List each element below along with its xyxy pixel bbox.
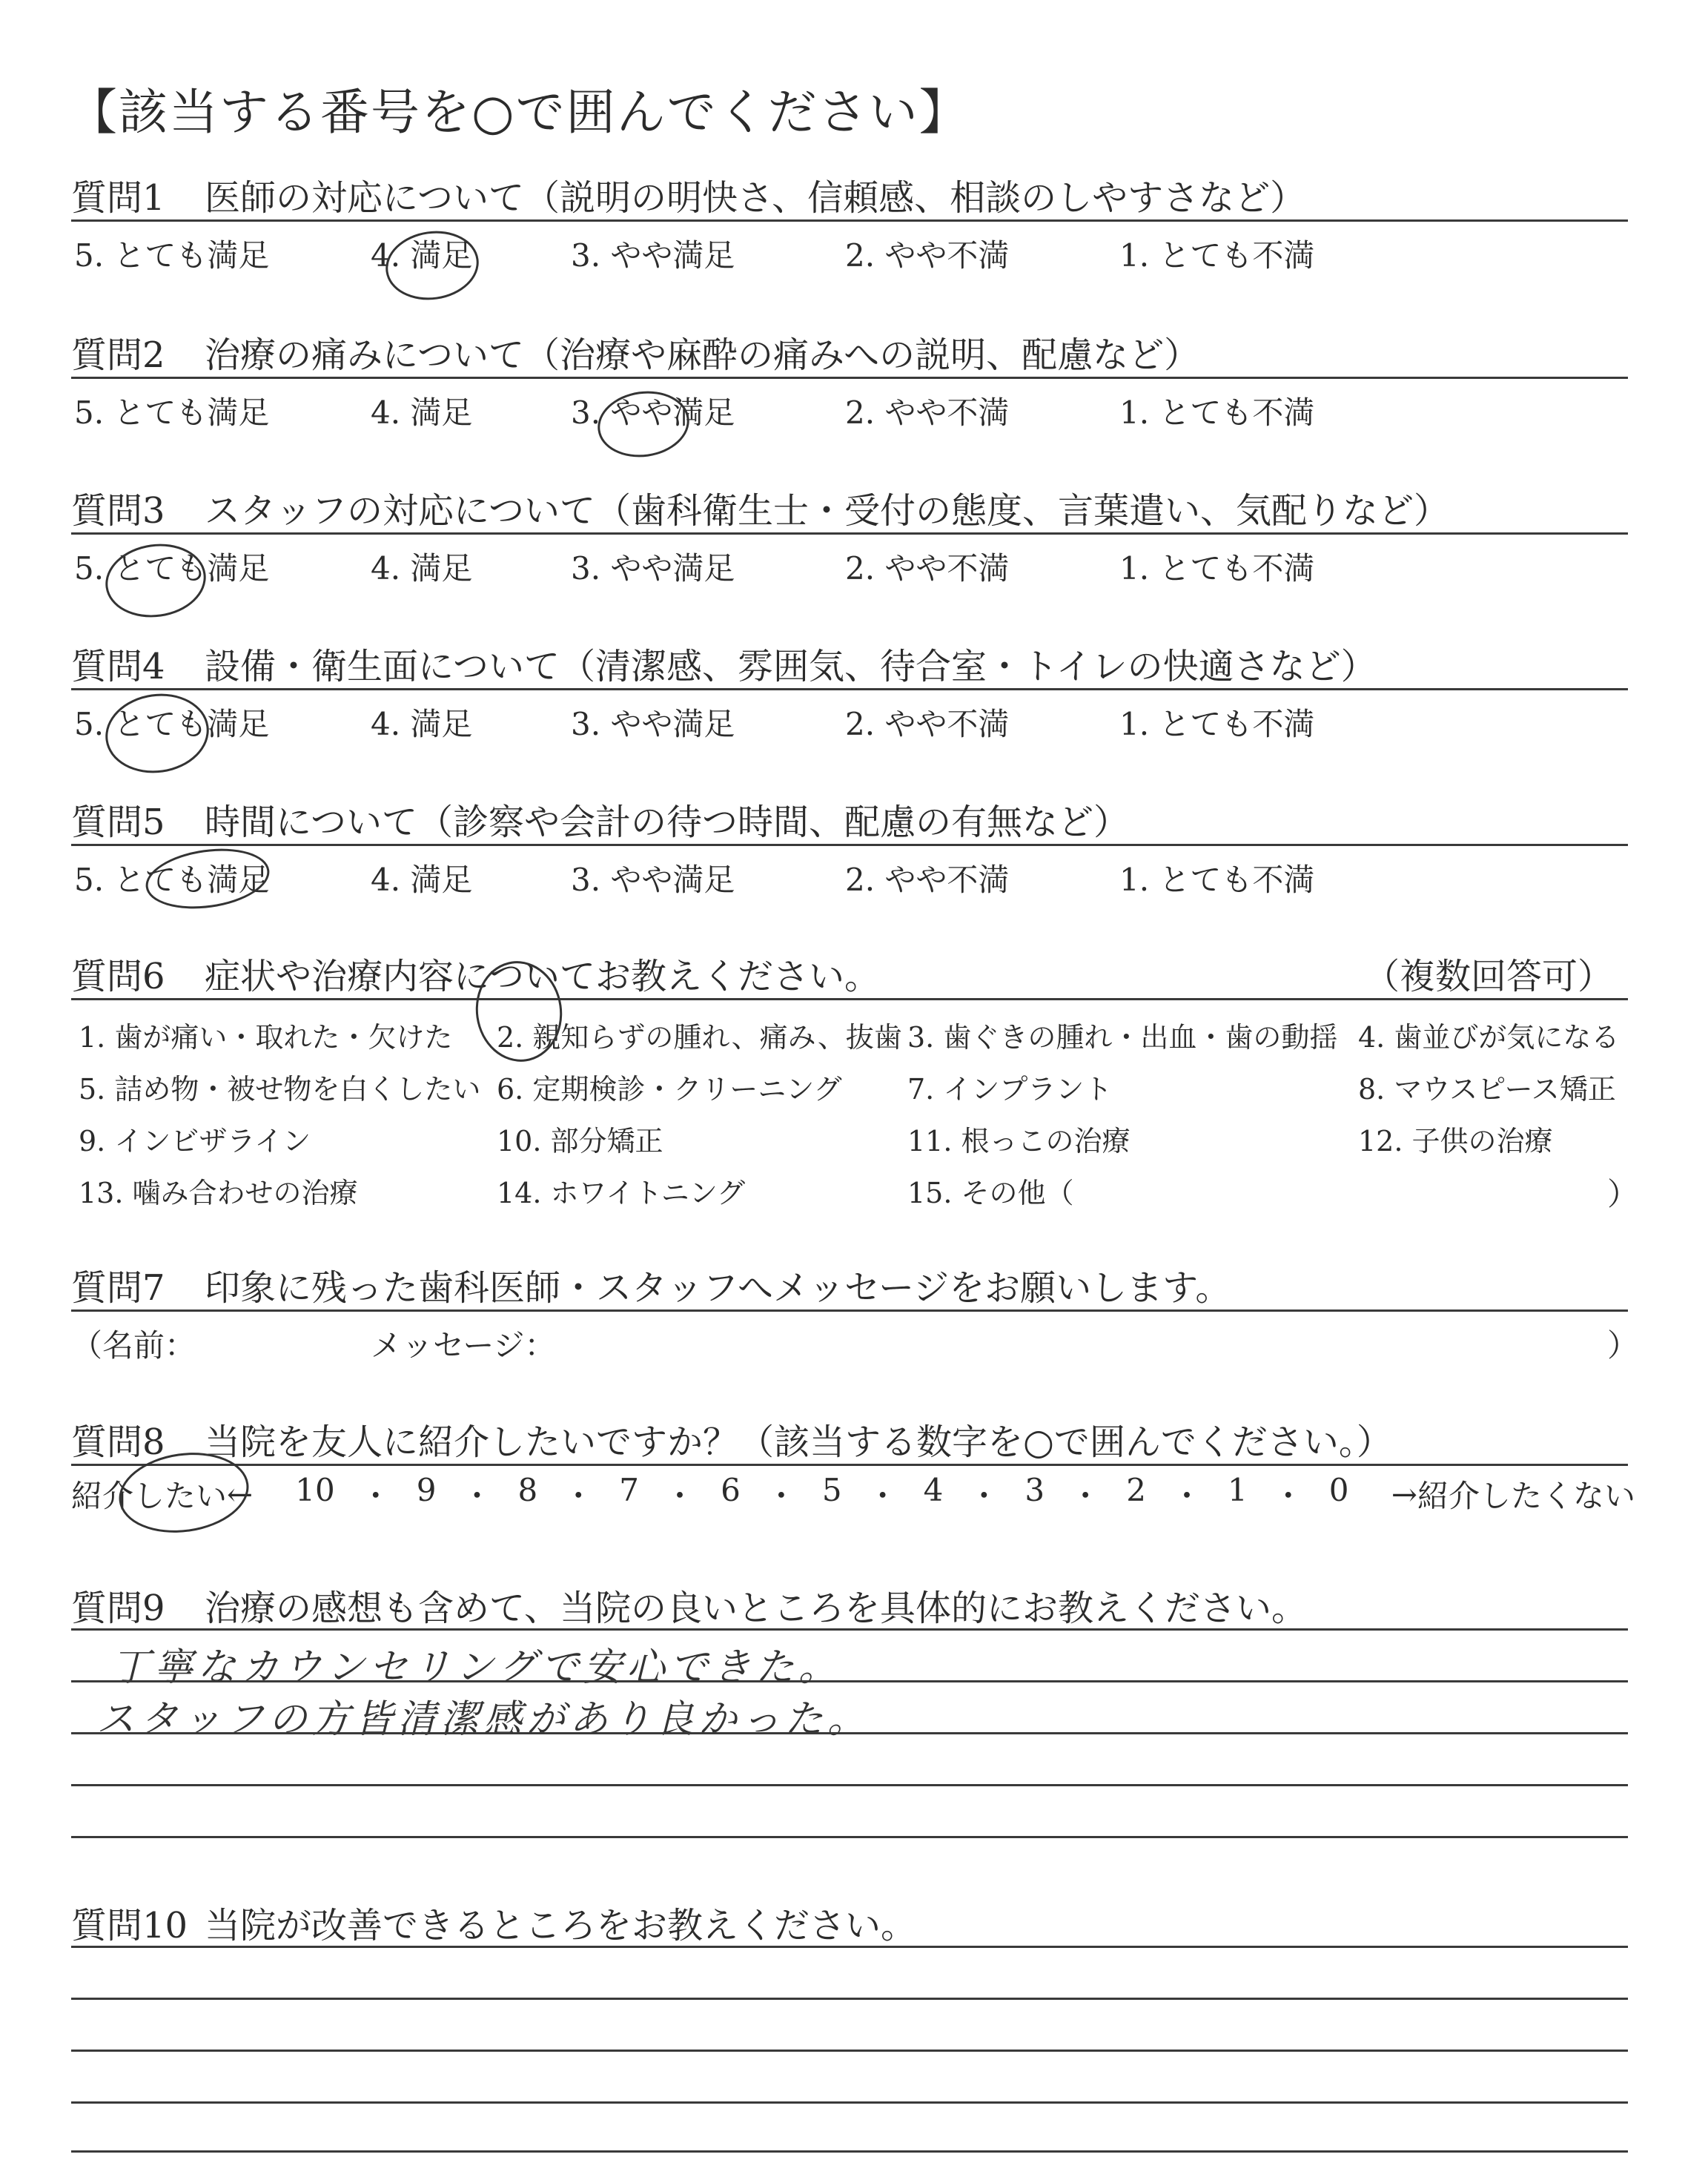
divider xyxy=(71,532,1628,535)
question-text: 印象に残った歯科医師・スタッフへメッセージをお願いします。 xyxy=(205,1267,1231,1309)
answer-line xyxy=(71,1784,1628,1786)
question-1 xyxy=(71,169,1305,220)
question-4 xyxy=(71,638,1377,689)
scale-dot: ・ xyxy=(1272,1478,1304,1514)
question-number: 質問10 xyxy=(71,1905,188,1946)
scale-2[interactable]: 2 xyxy=(1126,1472,1146,1508)
q4-option-3[interactable]: 3. やや満足 xyxy=(571,706,735,742)
scale-8[interactable]: 8 xyxy=(517,1472,538,1508)
question-number: 質問4 xyxy=(71,646,165,687)
divider xyxy=(71,998,1628,1000)
q6-option-12[interactable]: 12. 子供の治療 xyxy=(1358,1125,1553,1157)
question-text: 治療の痛みについて（治療や麻酔の痛みへの説明、配慮など） xyxy=(205,334,1200,376)
q2-option-4[interactable]: 4. 満足 xyxy=(371,394,473,431)
question-number: 質問3 xyxy=(71,490,165,532)
right-arrow: → xyxy=(1391,1476,1417,1513)
scale-5[interactable]: 5 xyxy=(821,1472,842,1508)
question-text: 医師の対応について（説明の明快さ、信頼感、相談のしやすさなど） xyxy=(205,177,1306,219)
q6-option-7[interactable]: 7. インプラント xyxy=(907,1073,1113,1106)
question-10 xyxy=(71,1897,916,1948)
q3-option-4[interactable]: 4. 満足 xyxy=(371,550,473,587)
page-title: 【該当する番号を○で囲んでください】 xyxy=(68,84,970,141)
scale-dot: ・ xyxy=(1070,1478,1102,1514)
answer-line xyxy=(71,2050,1628,2052)
q1-option-2[interactable]: 2. やや不満 xyxy=(845,237,1010,274)
answer-line xyxy=(71,1998,1628,2000)
question-8 xyxy=(71,1413,1392,1464)
question-text: 当院が改善できるところをお教えください。 xyxy=(205,1905,917,1946)
question-text: 症状や治療内容についてお教えください。 xyxy=(205,956,881,997)
q4-option-1[interactable]: 1. とても不満 xyxy=(1119,706,1315,742)
question-2 xyxy=(71,326,1199,377)
q6-option-5[interactable]: 5. 詰め物・被せ物を白くしたい xyxy=(79,1073,481,1106)
scale-9[interactable]: 9 xyxy=(416,1472,437,1508)
q1-option-1[interactable]: 1. とても不満 xyxy=(1119,237,1315,274)
scale-dot: ・ xyxy=(1171,1478,1202,1514)
message-label: メッセージ： xyxy=(371,1327,556,1364)
scale-1[interactable]: 1 xyxy=(1227,1472,1248,1508)
q6-option-14[interactable]: 14. ホワイトニング xyxy=(497,1177,746,1209)
scale-dot: ・ xyxy=(867,1478,898,1514)
answer-line xyxy=(71,2150,1628,2153)
q2-option-2[interactable]: 2. やや不満 xyxy=(845,394,1010,431)
handwritten-answer-line: スタッフの方皆清潔感があり良かった。 xyxy=(96,1697,871,1742)
scale-10[interactable]: 10 xyxy=(295,1472,335,1508)
question-text: スタッフの対応について（歯科衛生士・受付の態度、言葉遣い、気配りなど） xyxy=(205,490,1450,532)
q5-option-3[interactable]: 3. やや満足 xyxy=(571,862,735,898)
q2-option-1[interactable]: 1. とても不満 xyxy=(1119,394,1315,431)
q6-option-1[interactable]: 1. 歯が痛い・取れた・欠けた xyxy=(79,1021,453,1054)
q6-option-15[interactable]: 15. その他（ xyxy=(907,1177,1074,1209)
scale-dot: ・ xyxy=(968,1478,1000,1514)
q5-option-1[interactable]: 1. とても不満 xyxy=(1119,862,1315,898)
scale-0[interactable]: 0 xyxy=(1328,1472,1349,1508)
question-9 xyxy=(71,1579,1307,1631)
q2-option-3[interactable]: 3. やや満足 xyxy=(571,394,735,431)
scale-3[interactable]: 3 xyxy=(1025,1472,1045,1508)
answer-line xyxy=(71,1836,1628,1838)
divider xyxy=(71,1628,1628,1631)
question-number: 質問5 xyxy=(71,802,165,843)
q5-option-2[interactable]: 2. やや不満 xyxy=(845,862,1010,898)
q2-option-5[interactable]: 5. とても満足 xyxy=(74,394,270,431)
divider xyxy=(71,688,1628,690)
question-5 xyxy=(71,793,1129,845)
close-paren: ） xyxy=(1607,1327,1639,1364)
divider xyxy=(71,1946,1628,1948)
question-number: 質問8 xyxy=(71,1421,165,1463)
scale-numbers xyxy=(282,1472,1362,1516)
q4-option-2[interactable]: 2. やや不満 xyxy=(845,706,1010,742)
q6-option-10[interactable]: 10. 部分矯正 xyxy=(497,1125,663,1157)
q3-option-3[interactable]: 3. やや満足 xyxy=(571,550,735,587)
question-text: 時間について（診察や会計の待つ時間、配慮の有無など） xyxy=(205,802,1130,843)
recommend-scale xyxy=(71,1472,1635,1516)
scale-dot: ・ xyxy=(461,1478,493,1514)
close-paren: ） xyxy=(1607,1176,1639,1212)
q4-option-5[interactable]: 5. とても満足 xyxy=(74,706,270,742)
scale-dot: ・ xyxy=(765,1478,797,1514)
question-number: 質問7 xyxy=(71,1267,165,1309)
scale-dot: ・ xyxy=(664,1478,696,1514)
q5-option-4[interactable]: 4. 満足 xyxy=(371,862,473,898)
q3-option-1[interactable]: 1. とても不満 xyxy=(1119,550,1315,587)
divider xyxy=(71,1309,1628,1312)
question-text: 設備・衛生面について（清潔感、雰囲気、待合室・トイレの快適さなど） xyxy=(205,646,1377,687)
recommend-label[interactable]: 紹介したい xyxy=(71,1478,228,1514)
q6-option-3[interactable]: 3. 歯ぐきの腫れ・出血・歯の動揺 xyxy=(907,1021,1338,1054)
multiple-answer-note: （複数回答可） xyxy=(1364,956,1614,997)
question-number: 質問1 xyxy=(71,177,165,219)
q5-option-5[interactable]: 5. とても満足 xyxy=(74,862,270,898)
question-text: 治療の感想も含めて、当院の良いところを具体的にお教えください。 xyxy=(205,1588,1308,1629)
q1-option-5[interactable]: 5. とても満足 xyxy=(74,237,270,274)
question-number: 質問2 xyxy=(71,334,165,376)
answer-line xyxy=(71,1732,1628,1734)
q6-option-6[interactable]: 6. 定期検診・クリーニング xyxy=(497,1073,842,1106)
q6-option-8[interactable]: 8. マウスピース矯正 xyxy=(1358,1073,1616,1106)
q4-option-4[interactable]: 4. 満足 xyxy=(371,706,473,742)
q3-option-5[interactable]: 5. とても満足 xyxy=(74,550,270,587)
q3-option-2[interactable]: 2. やや不満 xyxy=(845,550,1010,587)
scale-7[interactable]: 7 xyxy=(619,1472,640,1508)
selection-circle xyxy=(142,842,273,916)
q6-option-11[interactable]: 11. 根っこの治療 xyxy=(907,1125,1131,1157)
answer-line xyxy=(71,1680,1628,1682)
answer-line xyxy=(71,2101,1628,2104)
divider xyxy=(71,377,1628,379)
divider xyxy=(71,219,1628,222)
left-arrow: ← xyxy=(227,1476,254,1513)
question-3 xyxy=(71,482,1449,533)
scale-6[interactable]: 6 xyxy=(721,1472,741,1508)
question-text: 当院を友人に紹介したいですか？（該当する数字を○で囲んでください。） xyxy=(205,1421,1392,1463)
scale-dot: ・ xyxy=(360,1478,391,1514)
scale-dot: ・ xyxy=(563,1478,595,1514)
name-label: （名前： xyxy=(71,1327,196,1364)
divider xyxy=(71,844,1628,846)
question-number: 質問6 xyxy=(71,956,165,997)
q1-option-3[interactable]: 3. やや満足 xyxy=(571,237,735,274)
q6-option-13[interactable]: 13. 噛み合わせの治療 xyxy=(79,1177,358,1209)
question-number: 質問9 xyxy=(71,1588,165,1629)
question-7 xyxy=(71,1259,1231,1310)
handwritten-answer-line: 丁寧なカウンセリングで安心できた。 xyxy=(111,1645,841,1690)
q6-option-9[interactable]: 9. インビザライン xyxy=(79,1125,311,1157)
scale-4[interactable]: 4 xyxy=(923,1472,944,1508)
q6-option-2[interactable]: 2. 親知らずの腫れ、痛み、抜歯 xyxy=(497,1021,902,1054)
question-6 xyxy=(71,948,880,999)
q6-option-4[interactable]: 4. 歯並びが気になる xyxy=(1358,1021,1620,1054)
q1-option-4[interactable]: 4. 満足 xyxy=(371,237,473,274)
divider xyxy=(71,1464,1628,1466)
not-recommend-label[interactable]: 紹介したくない xyxy=(1417,1478,1635,1514)
